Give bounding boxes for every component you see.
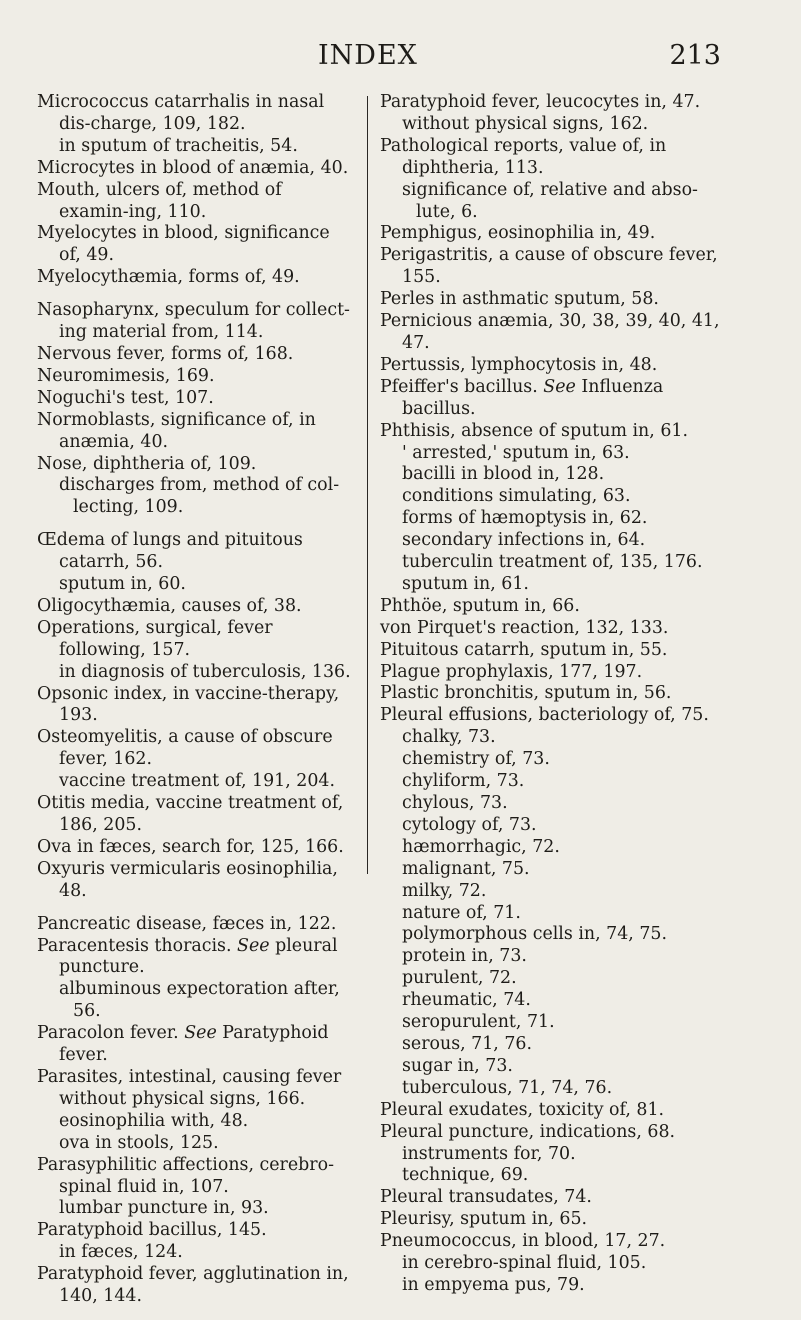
index-entry xyxy=(380,1231,732,1253)
index-entry xyxy=(37,530,355,574)
index-subentry xyxy=(380,443,732,465)
index-entry xyxy=(380,223,732,245)
entry-text: Operations, surgical, fever following, 157. xyxy=(37,617,273,660)
index-entry xyxy=(380,1100,732,1122)
index-entry xyxy=(380,289,732,311)
entry-text: chalky, 73. xyxy=(402,727,496,748)
entry-text: forms of hæmoptysis in, 62. xyxy=(402,508,648,529)
entry-text: sputum in, 60. xyxy=(59,574,186,595)
entry-text: chyliform, 73. xyxy=(402,771,525,792)
index-subentry xyxy=(380,749,732,771)
index-entry xyxy=(37,859,355,903)
index-entry xyxy=(37,596,355,618)
entry-text: Paratyphoid bacillus, 145. xyxy=(37,1220,267,1241)
entry-text: rheumatic, 74. xyxy=(402,990,531,1011)
index-entry xyxy=(37,684,355,728)
index-subentry xyxy=(37,662,355,684)
see-reference: See xyxy=(237,935,270,956)
index-subentry xyxy=(380,881,732,903)
index-entry xyxy=(37,158,355,180)
entry-text: eosinophilia with, 48. xyxy=(59,1110,249,1131)
index-entry xyxy=(37,180,355,224)
entry-text: Otitis media, vaccine treatment of, 186, 205. xyxy=(37,793,344,835)
index-entry xyxy=(37,344,355,366)
index-subentry xyxy=(380,574,732,596)
index-subentry xyxy=(380,946,732,968)
entry-text: tuberculin treatment of, 135, 176. xyxy=(402,552,703,573)
index-subentry xyxy=(380,114,732,136)
index-entry xyxy=(37,793,355,837)
entry-text: Pathological reports, value of, in diphtheria, 113. xyxy=(380,135,667,178)
entry-text: Pleural effusions, bacteriology of, 75. xyxy=(380,705,709,726)
page-title: INDEX xyxy=(318,40,418,71)
entry-text: vaccine treatment of, 191, 204. xyxy=(59,771,336,792)
entry-text: Noguchi's test, 107. xyxy=(37,387,214,408)
index-subentry xyxy=(380,530,732,552)
entry-text: in empyema pus, 79. xyxy=(402,1274,585,1295)
entry-text: Paratyphoid fever, leucocytes in, 47. xyxy=(380,92,701,112)
index-subentry xyxy=(380,1078,732,1100)
entry-text: seropurulent, 71. xyxy=(402,1012,555,1033)
index-entry xyxy=(380,1209,732,1231)
entry-text: conditions simulating, 63. xyxy=(402,486,631,507)
index-subentry xyxy=(380,1253,732,1275)
entry-text: sugar in, 73. xyxy=(402,1055,513,1076)
entry-text: Micrococcus catarrhalis in nasal dis-charge, 109, 182. xyxy=(37,92,325,134)
entry-text: nature of, 71. xyxy=(402,902,521,923)
entry-text: Nose, diphtheria of, 109. xyxy=(37,453,257,474)
entry-text: Pleural puncture, indications, 68. xyxy=(380,1121,676,1142)
index-entry xyxy=(37,1023,355,1067)
entry-text: sputum in, 61. xyxy=(402,573,529,594)
index-entry xyxy=(37,1155,355,1199)
index-entry xyxy=(380,705,732,727)
index-subentry xyxy=(380,793,732,815)
entry-text: Phthöe, sputum in, 66. xyxy=(380,595,580,616)
entry-text: ova in stools, 125. xyxy=(59,1132,219,1153)
index-entry xyxy=(37,727,355,771)
entry-text: Pertussis, lymphocytosis in, 48. xyxy=(380,354,658,375)
index-subentry xyxy=(37,1242,355,1264)
index-subentry xyxy=(380,837,732,859)
index-subentry xyxy=(380,1144,732,1166)
index-subentry xyxy=(380,727,732,749)
entry-text: Normoblasts, significance of, in anæmia, 40. xyxy=(37,409,316,452)
index-entry xyxy=(37,618,355,662)
entry-text: instruments for, 70. xyxy=(402,1143,576,1164)
entry-text: Phthisis, absence of sputum in, 61. xyxy=(380,420,688,441)
index-entry xyxy=(380,377,732,421)
index-entry xyxy=(37,1264,355,1308)
entry-text: Nasopharynx, speculum for collect-ing material from, 114. xyxy=(37,300,350,343)
entry-text: serous, 71, 76. xyxy=(402,1033,533,1054)
index-subentry xyxy=(380,508,732,530)
entry-text: discharges from, method of col-lecting, 109. xyxy=(59,475,340,518)
column-divider xyxy=(367,96,368,874)
index-entry xyxy=(380,1122,732,1144)
entry-text: Myelocytes in blood, significance of, 49. xyxy=(37,223,330,266)
entry-text: Œdema of lungs and pituitous catarrh, 56. xyxy=(37,530,303,573)
entry-text: Pleurisy, sputum in, 65. xyxy=(380,1209,588,1230)
index-entry xyxy=(37,1067,355,1111)
entry-text: lumbar puncture in, 93. xyxy=(59,1198,269,1219)
index-subentry xyxy=(37,475,355,519)
index-subentry xyxy=(380,1034,732,1056)
see-target: pleural puncture. xyxy=(59,935,338,978)
entry-text: secondary infections in, 64. xyxy=(402,530,646,551)
entry-text: Microcytes in blood of anæmia, 40. xyxy=(37,157,349,178)
entry-text: in fæces, 124. xyxy=(59,1242,183,1263)
see-target: Paratyphoid fever. xyxy=(59,1023,329,1066)
entry-text: polymorphous cells in, 74, 75. xyxy=(402,924,667,945)
see-reference: See xyxy=(184,1023,217,1044)
index-subentry xyxy=(380,180,732,224)
index-entry xyxy=(37,300,355,344)
entry-text: Pituitous catarrh, sputum in, 55. xyxy=(380,639,668,660)
entry-text: Perles in asthmatic sputum, 58. xyxy=(380,289,659,310)
index-entry xyxy=(380,355,732,377)
entry-text: purulent, 72. xyxy=(402,968,517,989)
index-entry xyxy=(380,421,732,443)
index-subentry xyxy=(380,990,732,1012)
index-subentry xyxy=(380,815,732,837)
index-subentry xyxy=(37,136,355,158)
entry-text: technique, 69. xyxy=(402,1165,529,1186)
entry-text: Oligocythæmia, causes of, 38. xyxy=(37,595,302,616)
entry-text: Perigastritis, a cause of obscure fever, 155. xyxy=(380,245,718,288)
entry-text: Pemphigus, eosinophilia in, 49. xyxy=(380,223,656,244)
index-entry xyxy=(37,410,355,454)
entry-text: chylous, 73. xyxy=(402,793,508,813)
entry-text: Paratyphoid fever, agglutination in, 140, 144. xyxy=(37,1264,349,1307)
entry-text: without physical signs, 162. xyxy=(402,113,649,134)
index-subentry xyxy=(380,1012,732,1034)
index-subentry xyxy=(380,924,732,946)
index-entry xyxy=(380,136,732,180)
index-entry xyxy=(380,245,732,289)
index-entry xyxy=(380,596,732,618)
index-subentry xyxy=(380,903,732,925)
index-subentry xyxy=(380,771,732,793)
entry-text: Plastic bronchitis, sputum in, 56. xyxy=(380,683,672,704)
index-entry xyxy=(380,640,732,662)
entry-text: cytology of, 73. xyxy=(402,814,537,835)
index-subentry xyxy=(380,968,732,990)
index-subentry xyxy=(380,1056,732,1078)
entry-text: bacilli in blood in, 128. xyxy=(402,464,605,485)
index-subentry xyxy=(37,574,355,596)
entry-text: Paracolon fever. xyxy=(37,1023,179,1044)
entry-text: Plague prophylaxis, 177, 197. xyxy=(380,661,643,682)
index-entry xyxy=(37,454,355,476)
entry-text: Mouth, ulcers of, method of examin-ing, 110. xyxy=(37,179,282,222)
entry-text: in cerebro-spinal fluid, 105. xyxy=(402,1253,647,1274)
entry-text: protein in, 73. xyxy=(402,946,527,967)
index-entry xyxy=(37,1220,355,1242)
entry-text: Nervous fever, forms of, 168. xyxy=(37,343,294,364)
index-subentry xyxy=(37,1198,355,1220)
index-subentry xyxy=(37,1111,355,1133)
index-entry xyxy=(380,92,732,114)
index-entry xyxy=(37,223,355,267)
entry-text: Neuromimesis, 169. xyxy=(37,365,215,386)
index-entry xyxy=(37,837,355,859)
entry-text: von Pirquet's reaction, 132, 133. xyxy=(380,617,669,638)
index-entry xyxy=(37,388,355,410)
entry-text: Paracentesis thoracis. xyxy=(37,935,232,956)
see-target: Influenza bacillus. xyxy=(402,376,664,419)
index-entry xyxy=(380,1187,732,1209)
entry-text: Pfeiffer's bacillus. xyxy=(380,376,538,397)
index-entry xyxy=(37,914,355,936)
entry-text: Osteomyelitis, a cause of obscure fever, 162. xyxy=(37,727,333,770)
index-subentry xyxy=(380,1275,732,1297)
entry-text: Ova in fæces, search for, 125, 166. xyxy=(37,836,344,857)
index-entry xyxy=(37,267,355,289)
entry-text: Pleural transudates, 74. xyxy=(380,1187,592,1208)
entry-text: Myelocythæmia, forms of, 49. xyxy=(37,267,300,288)
entry-text: in diagnosis of tuberculosis, 136. xyxy=(59,661,351,682)
index-column-left xyxy=(37,92,355,1308)
index-subentry xyxy=(37,979,355,1023)
entry-text: ' arrested,' sputum in, 63. xyxy=(402,442,630,463)
index-subentry xyxy=(380,859,732,881)
index-subentry xyxy=(37,1133,355,1155)
entry-text: hæmorrhagic, 72. xyxy=(402,836,560,857)
index-entry xyxy=(37,936,355,980)
index-subentry xyxy=(380,552,732,574)
entry-text: Oxyuris vermicularis eosinophilia, 48. xyxy=(37,858,338,901)
entry-text: Opsonic index, in vaccine-therapy, 193. xyxy=(37,683,340,726)
index-entry xyxy=(380,662,732,684)
index-entry xyxy=(37,366,355,388)
index-entry xyxy=(380,683,732,705)
entry-text: Parasyphilitic affections, cerebro-spinal fluid in, 107. xyxy=(37,1154,334,1197)
index-entry xyxy=(37,92,355,136)
entry-text: Pleural exudates, toxicity of, 81. xyxy=(380,1099,665,1120)
index-column-right xyxy=(380,92,732,1297)
entry-text: significance of, relative and abso-lute, 6. xyxy=(402,179,698,222)
entry-text: chemistry of, 73. xyxy=(402,749,550,770)
index-subentry xyxy=(380,486,732,508)
entry-text: Parasites, intestinal, causing fever without physical signs, 166. xyxy=(37,1066,342,1109)
index-subentry xyxy=(380,464,732,486)
see-reference: See xyxy=(543,376,576,397)
index-subentry xyxy=(37,771,355,793)
entry-text: malignant, 75. xyxy=(402,858,530,879)
entry-text: in sputum of tracheitis, 54. xyxy=(59,135,298,156)
index-entry xyxy=(380,618,732,640)
entry-text: Pancreatic disease, fæces in, 122. xyxy=(37,913,337,934)
entry-text: tuberculous, 71, 74, 76. xyxy=(402,1077,613,1098)
page-header xyxy=(0,40,801,80)
entry-text: Pernicious anæmia, 30, 38, 39, 40, 41, 47. xyxy=(380,311,720,353)
entry-text: milky, 72. xyxy=(402,880,487,901)
index-subentry xyxy=(380,1165,732,1187)
page-number: 213 xyxy=(669,40,721,71)
entry-text: Pneumococcus, in blood, 17, 27. xyxy=(380,1231,666,1252)
index-entry xyxy=(380,311,732,355)
entry-text: albuminous expectoration after, 56. xyxy=(59,979,340,1022)
